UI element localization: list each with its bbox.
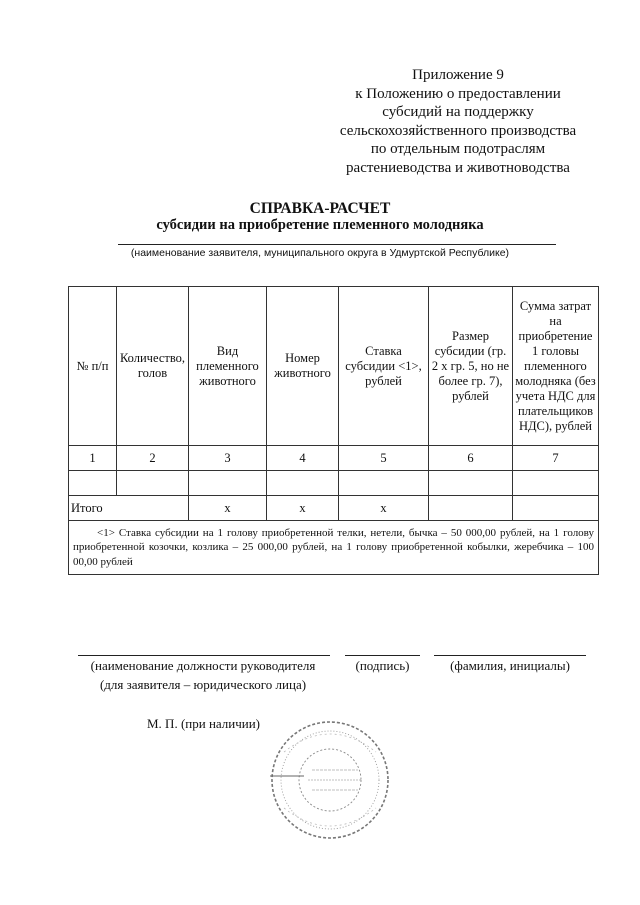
position-caption [82, 656, 324, 694]
table-cell [189, 471, 267, 496]
column-number: 4 [267, 446, 339, 471]
column-number: 2 [117, 446, 189, 471]
column-number: 5 [339, 446, 429, 471]
document-title: СПРАВКА-РАСЧЕТ [249, 200, 391, 217]
document-subtitle: субсидии на приобретение племенного молодняка [156, 217, 484, 233]
footnote-cell [69, 521, 599, 575]
header-cell: Номер животного [267, 287, 339, 446]
appendix-line: к Положению о предоставлении [355, 85, 561, 102]
total-label: Итого [69, 496, 189, 521]
column-number: 3 [189, 446, 267, 471]
appendix-line: сельскохозяйственного производства [339, 122, 577, 139]
position-caption-line: (наименование должности руководителя [90, 658, 316, 673]
applicant-caption: (наименование заявителя, муниципального округа в Удмуртской Республике) [130, 247, 510, 259]
appendix-block [328, 66, 588, 177]
table-cell [513, 471, 599, 496]
appendix-line: по отдельным подотраслям [370, 141, 546, 157]
total-cell: x [189, 496, 267, 521]
header-cell: Количество, голов [117, 287, 189, 446]
total-cell [513, 496, 599, 521]
header-cell: Вид племенного животного [189, 287, 267, 446]
table-cell [117, 471, 189, 496]
header-cell: № п/п [69, 287, 117, 446]
table-cell [69, 471, 117, 496]
footnote-text: <1> Ставка субсидии на 1 голову приобретенной телки, нетели, бычка – 50 000,00 рублей, на 1 голову приобретенной козочки, козлика – 25 000,00 рублей, на 1 голову приобретенной кобылки, жеребчика – 100 00,00 рублей [73, 526, 594, 568]
column-number: 7 [513, 446, 599, 471]
column-number: 6 [429, 446, 513, 471]
position-caption-line: (для заявителя – юридического лица) [99, 677, 307, 692]
footnote-row [69, 521, 599, 575]
seal-stamp-icon [262, 712, 398, 848]
applicant-name-line [118, 244, 556, 245]
total-cell: x [267, 496, 339, 521]
sign-caption: (подпись) [355, 658, 410, 673]
subsidy-table [68, 286, 599, 575]
name-caption: (фамилия, инициалы) [450, 658, 570, 673]
total-cell: x [339, 496, 429, 521]
table-row [69, 471, 599, 496]
table-cell [339, 471, 429, 496]
appendix-line: субсидий на поддержку [382, 104, 534, 120]
total-cell [429, 496, 513, 521]
table-header-row [69, 287, 599, 446]
appendix-line: Приложение 9 [412, 67, 504, 83]
column-number: 1 [69, 446, 117, 471]
header-cell: Сумма затрат на приобретение 1 головы племенного молодняка (без учета НДС для плательщиков НДС), рублей [513, 287, 599, 446]
column-number-row [69, 446, 599, 471]
header-cell: Размер субсидии (гр. 2 х гр. 5, но не более гр. 7), рублей [429, 287, 513, 446]
table-cell [267, 471, 339, 496]
appendix-line: растениеводства и животноводства [346, 159, 570, 176]
total-row [69, 496, 599, 521]
table-cell [429, 471, 513, 496]
header-cell: Ставка субсидии <1>, рублей [339, 287, 429, 446]
stamp-label: М. П. (при наличии) [147, 716, 261, 731]
